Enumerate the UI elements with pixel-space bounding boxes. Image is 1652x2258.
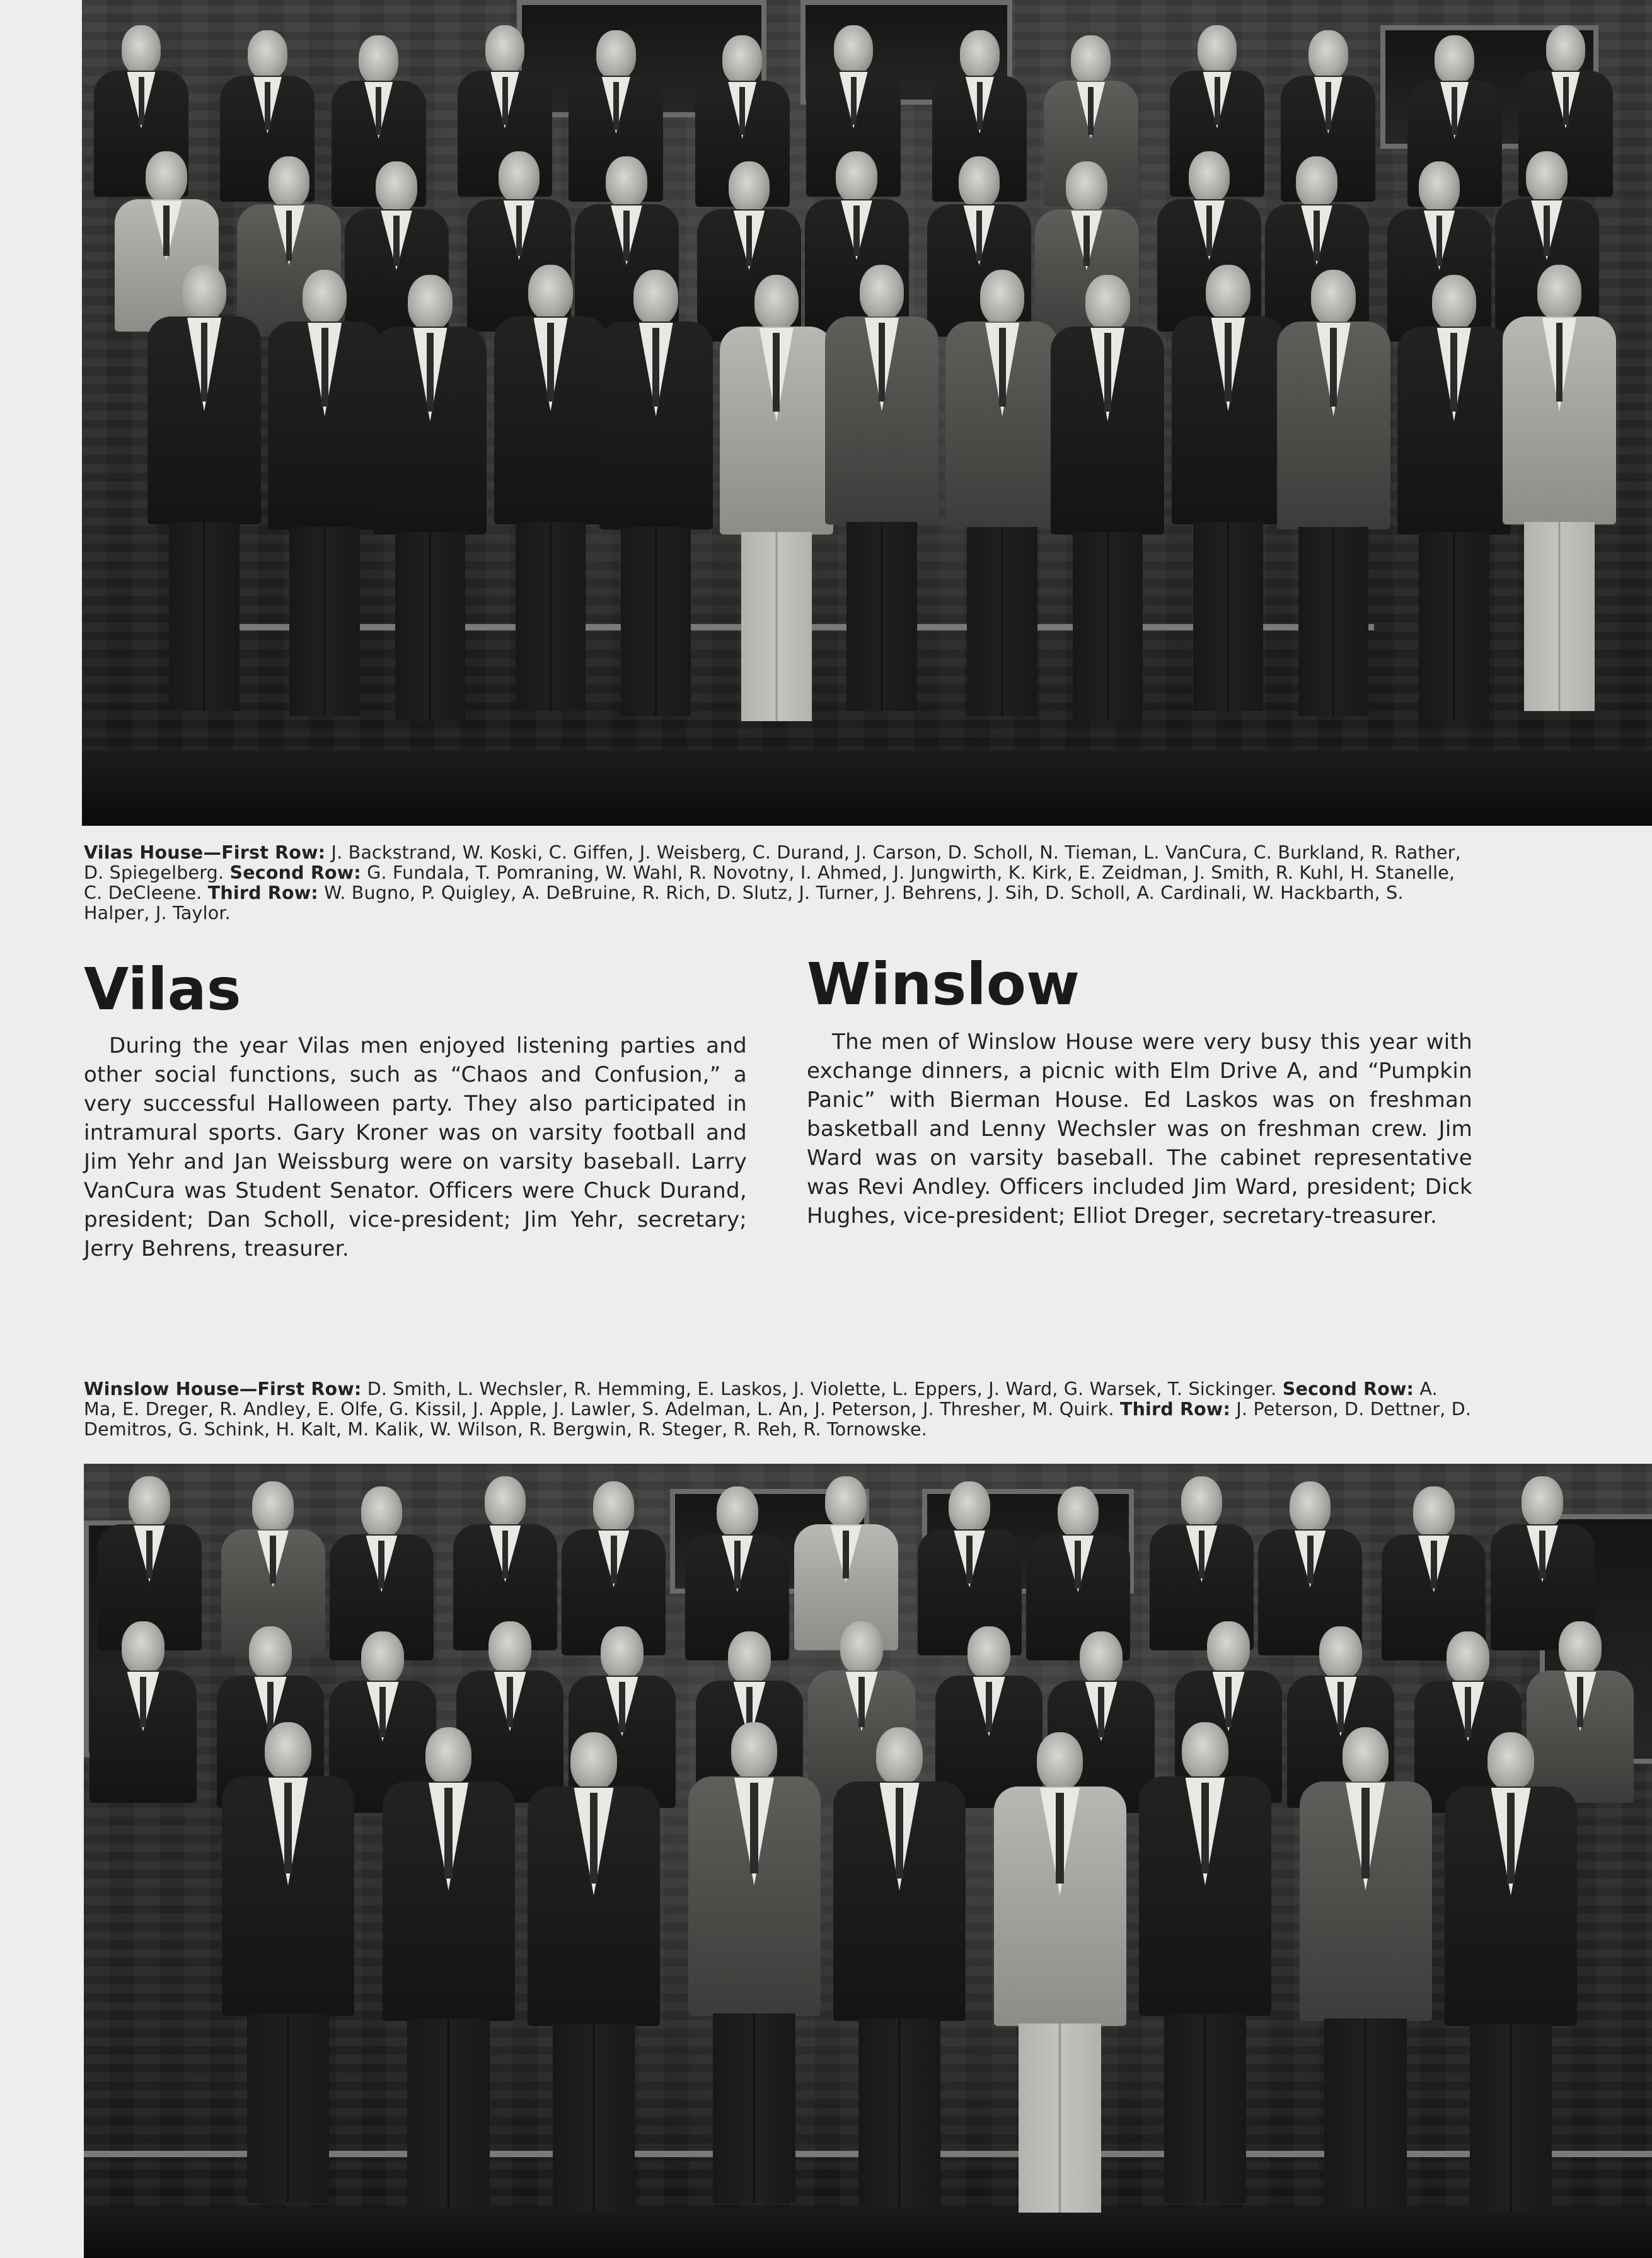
person-tie [1556,323,1563,402]
person-tie [1452,87,1457,135]
person-tie [163,206,170,256]
person-head [1296,156,1337,208]
person-head [1058,1486,1099,1538]
person-head [528,265,572,320]
person-tie [1075,1541,1081,1589]
person-head [1537,265,1581,320]
person-head [359,35,398,84]
person-head [1198,25,1237,74]
person-figure [1503,265,1616,717]
person-figure [1139,1722,1271,2209]
person-figure [825,265,939,717]
person-tie [1104,333,1111,412]
person-tie [1539,1531,1545,1578]
person-tie [284,1783,292,1873]
vilas-photo-caption [84,843,1470,923]
person-figure [599,270,713,722]
person-tie [516,206,523,256]
person-head [1343,1727,1389,1785]
person-figure [1445,1732,1577,2219]
person-tie [1225,1677,1232,1727]
person-head [949,1481,990,1533]
person-head [269,156,310,208]
person-tie [393,216,400,266]
person-head [601,1626,643,1679]
person-head [834,25,873,74]
person-head [1526,151,1568,203]
person-tie [1563,77,1569,125]
person-head [606,156,647,208]
person-tie [1225,323,1232,402]
person-head [860,265,904,320]
caption-row-label: Second Row: [229,862,361,883]
person-tie [1199,1531,1205,1578]
winslow-paragraph: The men of Winslow House were very busy this year with exchange dinners, a picnic with Elm Drive A, and “Pumpkin Panic” with Bierman House. Ed Laskos was on freshman basketball and Lenny Wechsler was on freshman crew. Jim Ward was on varsity baseball. The cabinet representative was Revi Andley. Officers included Jim Ward, president; Dick Hughes, vice-president; Elliot Dreger, secretary-treasurer. [807,1029,1472,1229]
person-figure [90,1621,197,1807]
person-head [1071,35,1110,84]
person-head [1487,1732,1534,1790]
person-head [960,30,999,79]
person-tie [1326,82,1331,130]
person-head [182,265,226,320]
winslow-article-text [807,1028,1472,1230]
person-trousers [1019,2024,1100,2213]
person-figure [528,1732,660,2219]
person-trousers [289,527,360,716]
person-tie [986,1682,992,1732]
person-tie [270,1536,276,1583]
person-head [376,161,417,213]
person-tie [378,1541,384,1589]
person-figure [1172,265,1285,717]
person-figure [494,265,608,717]
person-head [754,275,799,330]
person-tie [427,333,434,412]
person-figure [222,1722,354,2209]
person-figure [945,270,1059,722]
person-head [1181,1476,1223,1528]
person-tie [140,1677,146,1727]
person-head [717,1486,758,1538]
person-head [596,30,635,79]
person-head [485,1476,526,1528]
person-figure [688,1722,821,2209]
person-figure [1300,1727,1432,2214]
person-trousers [395,532,466,721]
person-tie [976,211,983,261]
person-head [1080,1631,1122,1684]
person-tie [1544,206,1550,256]
caption-row-names: W. Bugno, P. Quigley, A. DeBruine, R. Rich, D. Slutz, J. Turner, J. Behrens, J. Sih, D. Scholl, A. Cardinali, W. Hackbarth, S. Halper, J. Taylor. [84,883,1404,923]
person-head [731,1722,778,1780]
person-head [122,25,161,74]
person-trousers [516,522,586,711]
person-trousers [1470,2024,1552,2213]
person-tie [321,328,328,407]
person-trousers [1324,2018,1406,2208]
person-tie [507,1677,513,1727]
person-trousers [553,2024,635,2213]
caption-row-label: Second Row: [1282,1379,1414,1399]
person-tie [999,328,1006,407]
person-tie [858,1677,865,1727]
person-head [1207,1621,1249,1674]
person-tie [146,1531,153,1578]
person-head [825,1476,867,1528]
person-head [122,1621,164,1674]
person-head [1319,1626,1361,1679]
person-figure [1277,270,1390,722]
person-head [1037,1732,1083,1790]
ground [84,2208,1652,2258]
person-head [1413,1486,1455,1538]
person-head [252,1481,294,1533]
person-head [729,161,770,213]
person-head [1189,151,1230,203]
person-head [722,35,761,84]
caption-row-names: D. Smith, L. Wechsler, R. Hemming, E. Laskos, J. Violette, L. Eppers, J. Ward, G. Warsek, T. Sickinger. [367,1379,1277,1399]
person-trousers [407,2018,489,2208]
person-tie [611,1536,617,1583]
person-figure [833,1727,966,2214]
person-head [633,270,678,325]
person-head [728,1631,770,1684]
person-tie [286,211,292,261]
person-tie [734,1541,741,1589]
person-figure [720,275,833,727]
person-tie [444,1788,453,1879]
person-head [876,1727,923,1785]
person-tie [590,1793,598,1884]
person-head [408,275,452,330]
person-head [980,270,1024,325]
person-trousers [1419,532,1489,721]
person-head [249,1626,291,1679]
person-head [129,1476,170,1528]
ground [82,750,1652,826]
vilas-article-text [84,1031,747,1263]
person-trousers [858,2018,940,2208]
person-head [1559,1621,1601,1674]
person-head [1522,1476,1563,1528]
person-head [1206,265,1250,320]
person-trousers [1193,522,1264,711]
person-head [1419,161,1460,213]
person-tie [1465,1687,1471,1737]
person-tie [853,206,860,256]
person-head [840,1621,882,1674]
caption-row-names: J. Backstrand, W. Koski, C. Giffen, J. Weisberg, C. Durand, J. Carson, D. Scholl, N. Tieman, L. VanCura, C. Burkland, R. Rather, D. Spiegelberg. [84,842,1461,883]
person-trousers [1298,527,1369,716]
person-tie [1577,1677,1583,1727]
person-tie [739,87,745,135]
person-tie [1206,206,1213,256]
person-trousers [1164,2013,1246,2203]
person-head [959,156,1000,208]
person-head [248,30,287,79]
person-head [836,151,877,203]
person-head [1308,30,1348,79]
caption-row-names: J. Peterson, D. Dettner, D. Demitros, G. Schink, H. Kalt, M. Kalik, W. Wilson, R. Bergwin, R. Steger, R. Reh, R. Tornowske. [84,1399,1472,1440]
caption-row-label: First Row: [257,1379,362,1399]
caption-house-label: Winslow House [84,1379,240,1399]
person-trousers [846,522,917,711]
person-head [1447,1631,1489,1684]
person-figure [994,1732,1126,2219]
person-head [303,270,347,325]
caption-row-label: Third Row: [207,883,318,903]
person-trousers [247,2013,329,2203]
person-figure [383,1727,515,2214]
person-tie [623,211,630,261]
person-head [361,1486,403,1538]
person-head [146,151,187,203]
person-tie [966,1536,973,1583]
person-head [488,1621,531,1674]
person-head [1546,25,1585,74]
caption-house-label: Vilas House [84,842,204,863]
person-head [485,25,524,74]
person-tie [1056,1793,1064,1884]
person-figure [147,265,261,717]
person-tie [843,1531,849,1578]
person-tie [977,82,983,130]
winslow-heading: Winslow [807,951,1080,1018]
person-trousers [1524,522,1595,711]
person-trousers [169,522,240,711]
person-head [1290,1481,1331,1533]
person-tie [1436,216,1443,266]
person-head [265,1722,311,1780]
caption-dash: — [239,1379,258,1399]
person-figure [1051,275,1164,727]
person-head [968,1626,1010,1679]
person-tie [1201,1783,1210,1873]
person-tie [1431,1541,1437,1589]
person-tie [1307,1536,1314,1583]
person-head [1432,275,1476,330]
person-tie [773,333,780,412]
person-tie [502,1531,509,1578]
person-trousers [741,532,812,721]
person-figure [1397,275,1511,727]
caption-row-names: G. Fundala, T. Pomraning, W. Wahl, R. Novotny, I. Ahmed, J. Jungwirth, K. Kirk, E. Zeidman, J. Smith, R. Kuhl, H. Stanelle, C. DeCleene. [84,862,1455,903]
person-tie [896,1788,904,1879]
person-head [425,1727,472,1785]
person-tie [750,1783,758,1873]
person-tie [547,323,554,402]
person-tie [502,77,508,125]
person-tie [652,328,659,407]
person-head [1066,161,1107,213]
caption-row-label: First Row: [221,842,326,863]
person-tie [1088,87,1094,135]
person-trousers [621,527,691,716]
person-head [1435,35,1474,84]
person-tie [1507,1793,1515,1884]
vilas-paragraph: During the year Vilas men enjoyed listening parties and other social functions, such as “Chaos and Confusion,” a very successful Halloween party. They also participated in intramural sports. Gary Kroner was on varsity football and Jim Yehr and Jan Weissburg were on varsity baseball. Larry VanCura was Student Senator. Officers were Chuck Durand, president; Dan Scholl, vice-president; Jim Yehr, secretary; Jerry Behrens, treasurer. [84,1033,747,1261]
winslow-photo-caption [84,1379,1474,1440]
person-tie [613,82,619,130]
person-tie [1083,216,1090,266]
person-figure [373,275,487,727]
person-tie [1361,1788,1370,1879]
person-head [1085,275,1129,330]
person-tie [1337,1682,1344,1732]
person-head [593,1481,635,1533]
person-tie [879,323,886,402]
person-tie [1098,1687,1104,1737]
person-trousers [967,527,1037,716]
person-trousers [1073,532,1143,721]
person-tie [1215,77,1220,125]
person-head [570,1732,617,1790]
person-tie [265,82,270,130]
person-trousers [713,2013,795,2203]
vilas-house-photo [82,0,1652,826]
person-figure [268,270,381,722]
person-tie [619,1682,625,1732]
person-tie [376,87,381,135]
person-head [499,151,540,203]
person-head [361,1631,403,1684]
person-tie [139,77,144,125]
person-tie [1330,328,1337,407]
person-tie [746,216,753,266]
caption-row-names: A. Ma, E. Dreger, R. Andley, E. Olfe, G. Kissil, J. Apple, J. Lawler, S. Adelman, L. An, J. Peterson, J. Thresher, M. Quirk. [84,1379,1438,1420]
person-tie [201,323,208,402]
person-head [1182,1722,1228,1780]
person-tie [1314,211,1320,261]
person-tie [851,77,857,125]
caption-row-label: Third Row: [1119,1399,1231,1420]
person-tie [1450,333,1457,412]
winslow-house-photo [84,1464,1652,2258]
vilas-heading: Vilas [84,956,241,1023]
caption-dash: — [203,842,222,863]
person-head [1311,270,1355,325]
